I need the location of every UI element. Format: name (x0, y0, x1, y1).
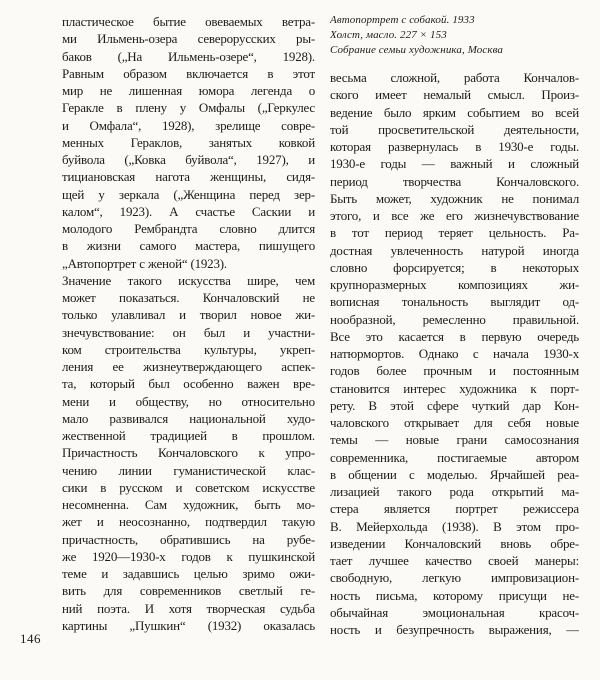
text-line: „Автопортрет с женой“ (1923). (62, 255, 227, 271)
text-line: весьма сложной, работа Кончалов- (330, 70, 579, 85)
text-line: теме и задавшись целью зримо ожи- (62, 566, 315, 581)
text-line: ления ее жизнеутверждающего аспек- (62, 359, 315, 374)
text-line: калом“, 1923). А счастье Саскии и (62, 203, 315, 219)
text-line: нообразной, ремесленно правильной. (330, 311, 579, 327)
text-line: ность и безупречность выражения, — (330, 622, 579, 637)
text-line: Все это касается в первую очередь (330, 328, 579, 344)
text-line: та, который был особенно важен вре- (62, 376, 315, 392)
text-line: Равным образом включается в этот (62, 65, 315, 81)
text-line: В. Мейерхольда (1938). В этом про- (330, 518, 579, 534)
left-text-column (62, 13, 315, 634)
caption-line: Собрание семьи художника, Москва (330, 44, 504, 56)
text-line: сики в русском и советском искусстве (62, 479, 315, 495)
page-number: 146 (20, 631, 41, 646)
text-line: ского имеет немалый смысл. Произ- (330, 87, 579, 103)
text-line: же 1920—1930-х годов к пушкинской (62, 548, 315, 564)
text-line: крупноразмерных композициях жи- (330, 277, 579, 292)
text-line: Быть может, художник не понимал (330, 190, 579, 206)
text-line: баков („На Ильмень-озере“, 1928). (62, 48, 315, 64)
text-line: причастность, обратившись на рубе- (62, 531, 315, 547)
text-line: годов более прочным и постоянным (330, 363, 579, 379)
text-line: несомненна. Сам художник, быть мо- (62, 497, 315, 512)
artwork-caption (330, 13, 579, 58)
text-line: жественной традицией в прошлом. (62, 428, 315, 443)
text-line: ность письма, которому присущи не- (330, 587, 579, 603)
text-line: мир не лишенная юмора легенда о (62, 83, 315, 98)
text-line: Значение такого искусства шире, чем (62, 272, 315, 288)
text-line: становится интерес художника к порт- (330, 380, 579, 396)
text-line: буйвола („Ковка буйвола“, 1927), и (62, 152, 315, 167)
text-line: стера является портрет режиссера (330, 501, 579, 517)
text-line: ведение было ярким событием во всей (330, 104, 579, 120)
caption-line: Автопортрет с собакой. 1933 (330, 14, 475, 26)
text-line: мени и обществу, но относительно (62, 393, 315, 409)
text-line: мало развивался национальной худо- (62, 410, 315, 426)
text-line: изведении Кончаловский вновь обре- (330, 535, 579, 551)
text-line: натюрмортов. Однако с начала 1930-х (330, 346, 579, 361)
text-line: свободную, легкую импровизацион- (330, 570, 579, 586)
text-line: и Омфала“, 1928), зрелище совре- (62, 117, 315, 133)
text-line: современника, постигаемые автором (330, 449, 579, 465)
text-line: ний поэта. И хотя творческая судьба (62, 600, 315, 616)
text-line: той просветительской деятельности, (330, 121, 579, 137)
text-line: рету. В этой сфере чуткий дар Кон- (330, 397, 579, 413)
text-line: ми Ильмень-озера северорусских ры- (62, 31, 315, 47)
text-line: словно форсируется; в некоторых (330, 259, 579, 275)
text-line: щей у зеркала („Женщина перед зер- (62, 186, 315, 202)
text-line: знечувствование: он был и участни- (62, 324, 315, 340)
text-line: картины „Пушкин“ (1932) оказалась (62, 617, 315, 633)
text-line: Геракле в плену у Омфалы („Геркулес (62, 100, 315, 116)
text-line: Причастность Кончаловского к упро- (62, 445, 315, 461)
text-line: 1930-е годы — важный и сложный (330, 156, 579, 172)
text-line: только улавливал и творил новое жи- (62, 307, 315, 323)
text-line: жет и неосознанно, подтвердил такую (62, 514, 315, 530)
text-line: в общении с моделью. Ярчайшей реа- (330, 466, 579, 482)
text-line: которая развернулась в 1930-е годы. (330, 139, 579, 154)
text-line: тает лучшее качество своей манеры: (330, 553, 579, 568)
text-line: обычайная эмоциональная красоч- (330, 604, 579, 620)
text-line: может показаться. Кончаловский не (62, 290, 315, 305)
text-line: тициановская нагота женщины, сидя- (62, 169, 315, 185)
text-line: чению линии гуманистической клас- (62, 462, 315, 478)
caption-line: Холст, масло. 227 × 153 (330, 29, 447, 41)
text-line: темы — новые грани самосознания (330, 432, 579, 448)
text-line: в тот период теряет цельность. Ра- (330, 225, 579, 241)
text-line: менных Гераклов, занятых ковкой (62, 134, 315, 150)
text-line: ком строительства культуры, укреп- (62, 341, 315, 357)
text-line: период творчества Кончаловского. (330, 173, 579, 189)
text-line: вописная тональность выглядит од- (330, 294, 579, 310)
text-line: пластическое бытие овеваемых ветра- (62, 14, 315, 29)
right-column (330, 13, 579, 638)
text-line: вить для современников светлый ге- (62, 583, 315, 599)
text-line: достная увлеченность натурой иногда (330, 242, 579, 258)
text-line: в жизни самого мастера, пишущего (62, 238, 315, 254)
text-line: этого, и все же его жизнечувствование (330, 208, 579, 223)
text-line: молодого Рембрандта словно длится (62, 221, 315, 236)
text-line: чаловского открывает для себя новые (330, 415, 579, 430)
right-text-column (330, 69, 579, 638)
text-line: лизацией такого рода открытий ма- (330, 484, 579, 499)
